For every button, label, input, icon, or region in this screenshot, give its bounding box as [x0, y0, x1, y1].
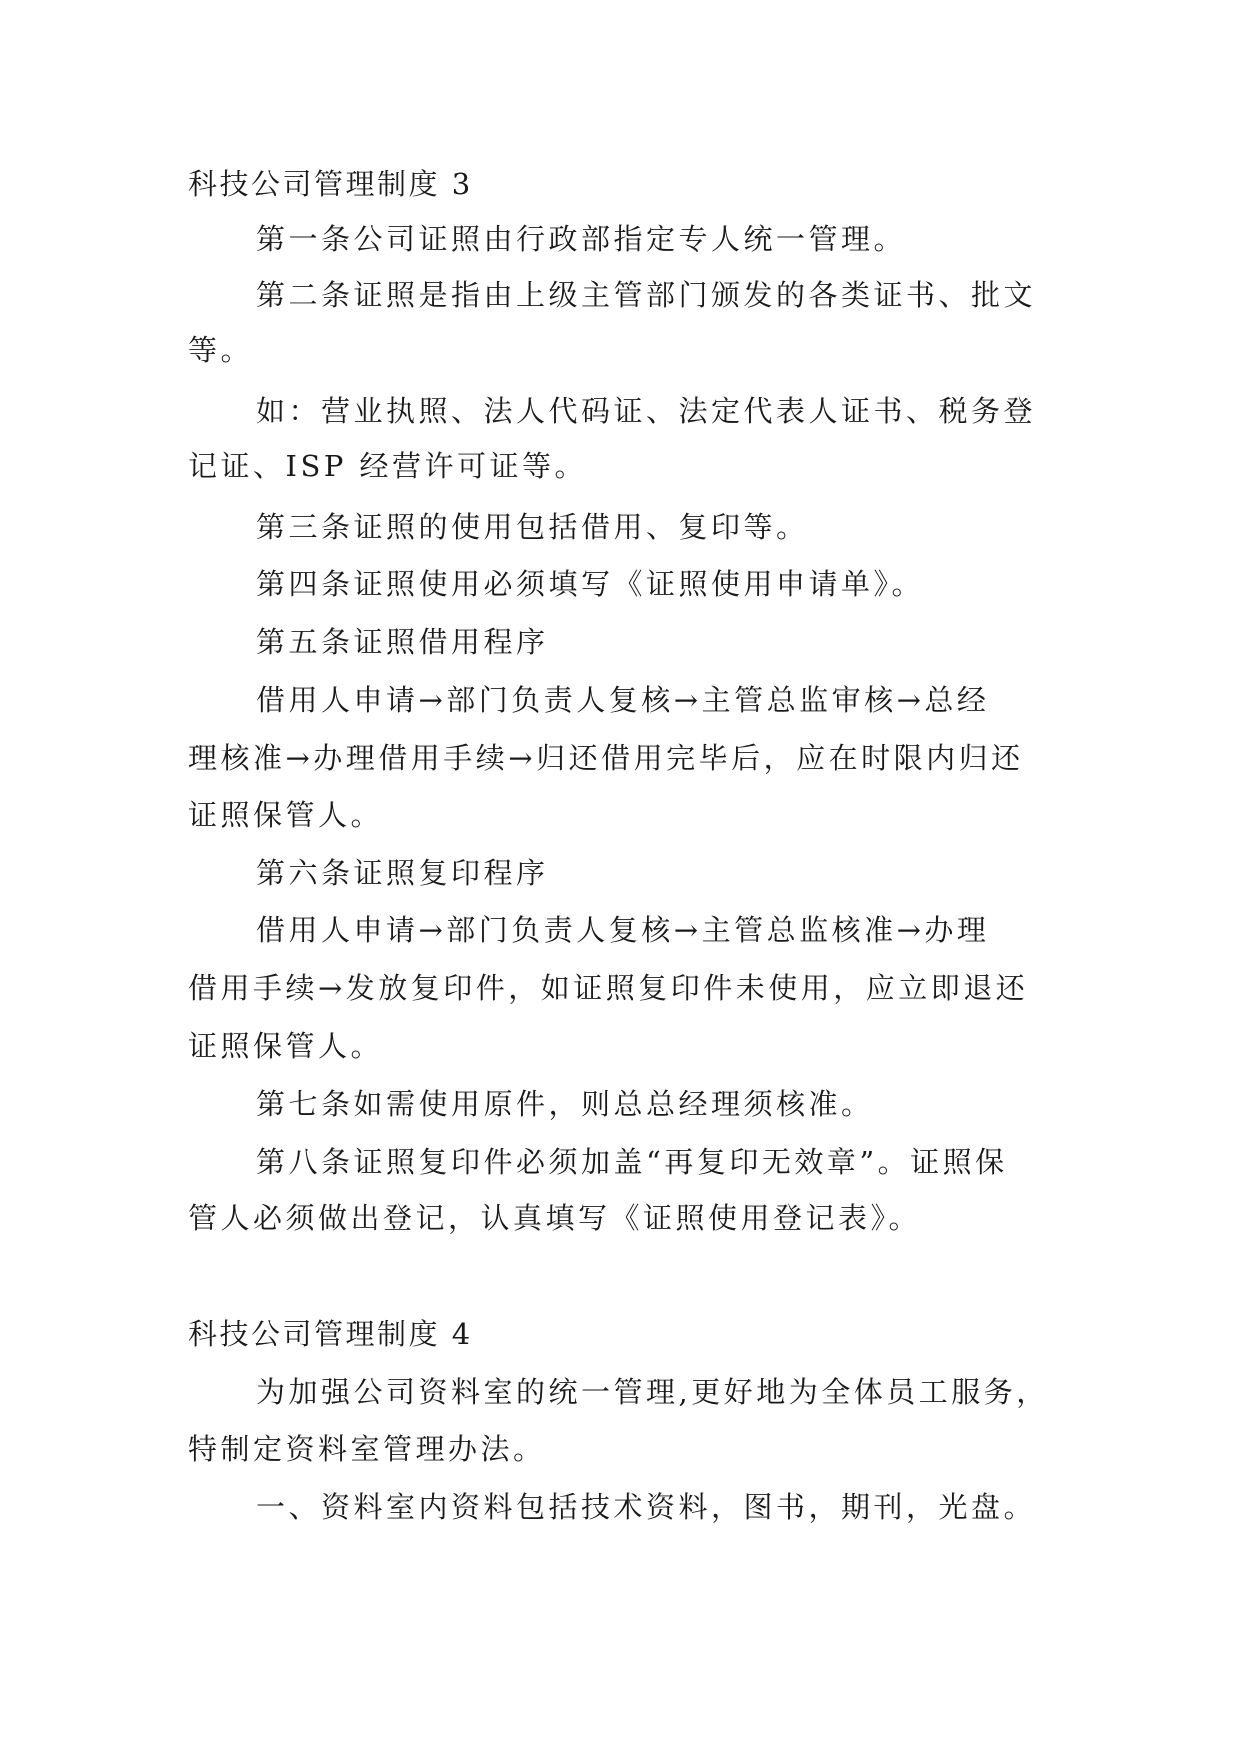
- copy-procedure-line-3: 证照保管人。: [188, 1029, 384, 1063]
- article-1-line: 第一条公司证照由行政部指定专人统一管理。: [256, 222, 907, 256]
- copy-procedure-line-1: 借用人申请→部门负责人复核→主管总监核准→办理: [256, 913, 990, 947]
- intro-line-2: 特制定资料室管理办法。: [188, 1432, 546, 1466]
- article-8-line-1: 第八条证照复印件必须加盖“再复印无效章”。证照保: [256, 1145, 1008, 1179]
- borrow-procedure-line-1: 借用人申请→部门负责人复核→主管总监审核→总经: [256, 683, 990, 717]
- borrow-procedure-line-2: 理核准→办理借用手续→归还借用完毕后，应在时限内归还: [188, 741, 1024, 775]
- section-title-4: 科技公司管理制度 4: [188, 1317, 473, 1351]
- article-5-line: 第五条证照借用程序: [256, 625, 549, 659]
- example-line-1: 如：营业执照、法人代码证、法定代表人证书、税务登: [256, 394, 1037, 428]
- article-8-line-2: 管人必须做出登记，认真填写《证照使用登记表》。: [188, 1201, 922, 1235]
- article-4-line: 第四条证照使用必须填写《证照使用申请单》。: [256, 567, 925, 601]
- article-3-line: 第三条证照的使用包括借用、复印等。: [256, 510, 809, 544]
- article-7-line: 第七条如需使用原件，则总总经理须核准。: [256, 1087, 874, 1121]
- example-line-2: 记证、ISP 经营许可证等。: [188, 449, 588, 483]
- copy-procedure-line-2: 借用手续→发放复印件，如证照复印件未使用，应立即退还: [188, 971, 1029, 1005]
- section-title-3: 科技公司管理制度 3: [188, 167, 473, 201]
- article-2-line-1: 第二条证照是指由上级主管部门颁发的各类证书、批文: [256, 278, 1037, 312]
- borrow-procedure-line-3: 证照保管人。: [188, 798, 384, 832]
- article-2-line-2: 等。: [188, 333, 254, 367]
- item-1-line: 一、资料室内资料包括技术资料，图书，期刊，光盘。: [256, 1490, 1037, 1524]
- intro-line-1: 为加强公司资料室的统一管理,更好地为全体员工服务，: [256, 1375, 1049, 1409]
- article-6-line: 第六条证照复印程序: [256, 856, 549, 890]
